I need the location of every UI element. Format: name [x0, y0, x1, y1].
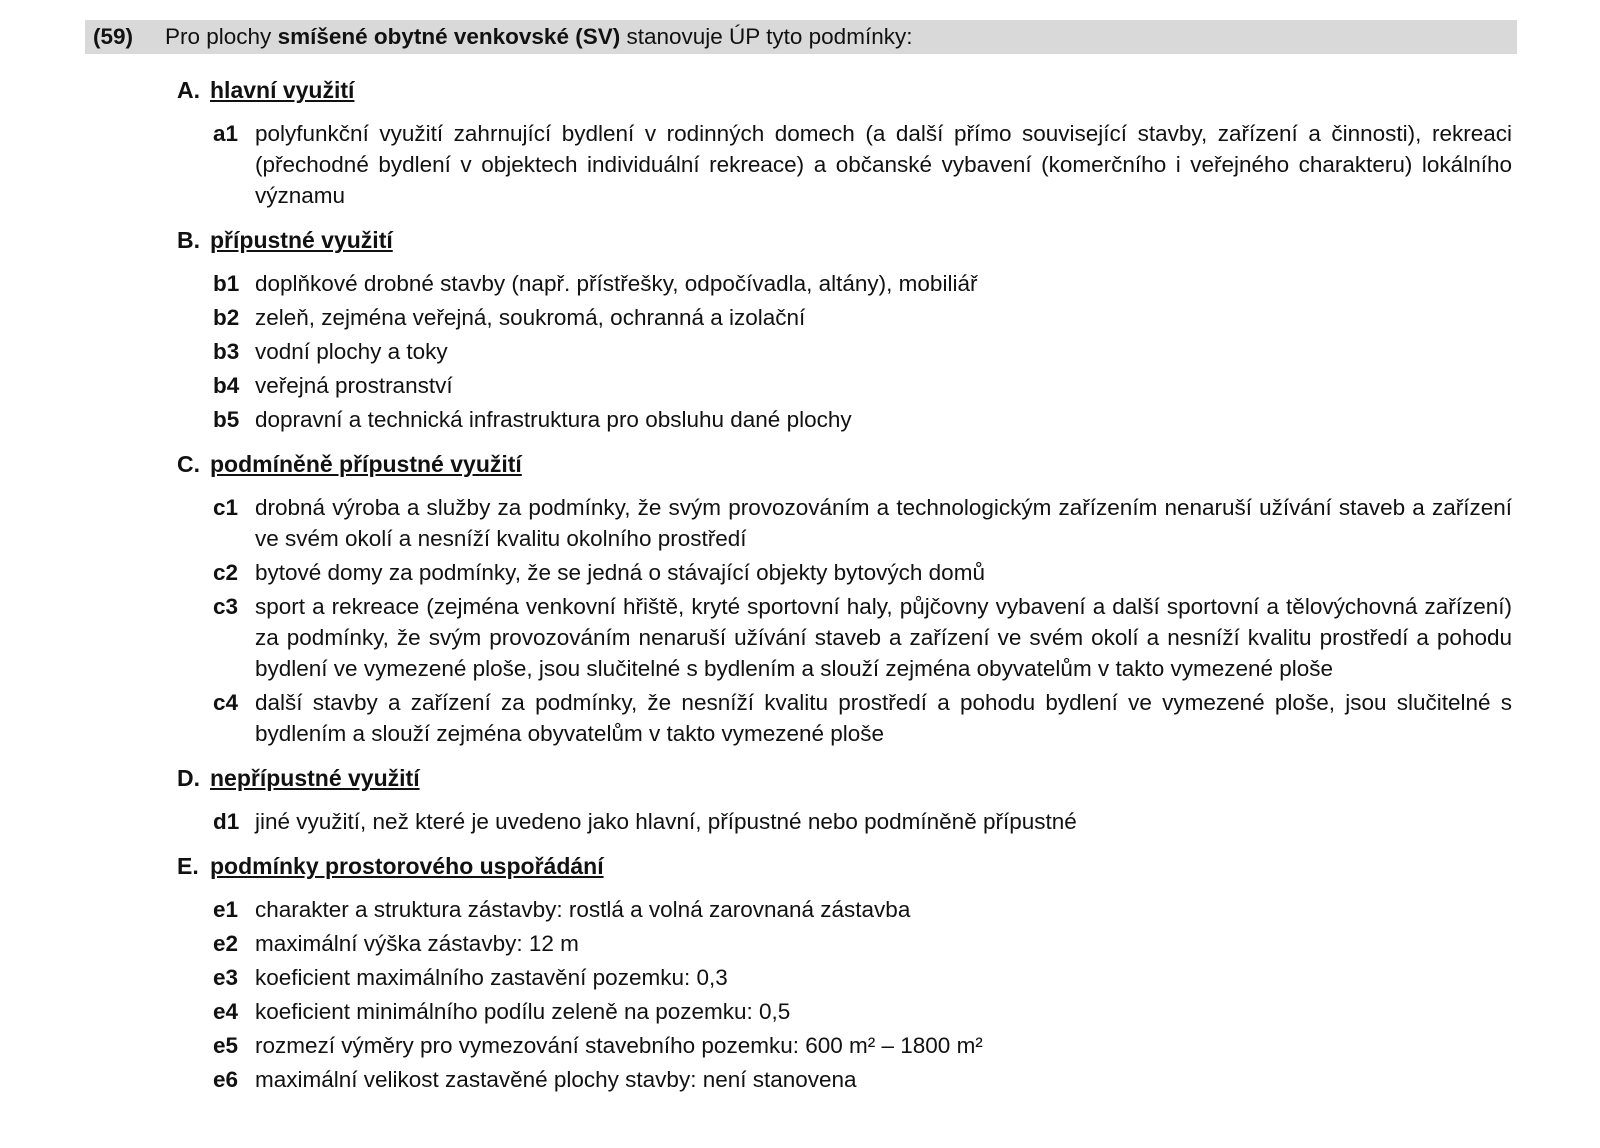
list-item: [213, 687, 1512, 749]
list-item: [213, 118, 1512, 211]
section-d: [177, 763, 1512, 837]
list-item: [213, 894, 1512, 925]
section-heading: [177, 851, 1512, 881]
clause-sections: [177, 75, 1512, 1095]
section-c: [177, 449, 1512, 749]
clause-header-post: stanovuje ÚP tyto podmínky:: [620, 24, 913, 49]
item-text: rozmezí výměry pro vymezování stavebního pozemku: 600 m² – 1800 m²: [255, 1033, 983, 1058]
section-title: hlavní využití: [210, 77, 355, 103]
item-code: e5: [213, 1033, 239, 1058]
list-item: [213, 370, 1512, 401]
section-title: přípustné využití: [210, 227, 393, 253]
clause-header-text: [165, 20, 912, 54]
list-item: [213, 492, 1512, 554]
item-text: maximální výška zástavby: 12 m: [255, 931, 579, 956]
list-item: [213, 1030, 1512, 1061]
item-text: polyfunkční využití zahrnující bydlení v rodinných domech (a další přímo související stavby, zařízení a činnosti), rekreaci (přechodné bydlení v objektech individuální rekreace) a občanské vybavení (komerčního i veřejného charakteru) lokálního významu: [255, 121, 1512, 208]
item-text: maximální velikost zastavěné plochy stavby: není stanovena: [255, 1067, 857, 1092]
item-code: e6: [213, 1067, 239, 1092]
section-letter: B.: [177, 227, 200, 253]
item-code: c3: [213, 594, 239, 619]
item-code: c1: [213, 495, 239, 520]
item-text: veřejná prostranství: [255, 373, 453, 398]
section-letter: D.: [177, 765, 200, 791]
item-code: c4: [213, 690, 239, 715]
item-text: sport a rekreace (zejména venkovní hřiště, kryté sportovní haly, půjčovny vybavení a další sportovní a tělovýchovná zařízení) za podmínky, že svým provozováním nenaruší užívání staveb a zařízení ve svém okolí a nesníží kvalitu prostředí a pohodu bydlení ve vymezené ploše, jsou slučitelné s bydlením a slouží zejména obyvatelům v takto vymezené ploše: [255, 594, 1512, 681]
clause-header-bar: [85, 20, 1517, 54]
item-code: e2: [213, 931, 239, 956]
section-heading: [177, 75, 1512, 105]
list-item: [213, 302, 1512, 333]
item-text: bytové domy za podmínky, že se jedná o stávající objekty bytových domů: [255, 560, 985, 585]
section-b: [177, 225, 1512, 435]
item-code: b1: [213, 271, 240, 296]
item-text: koeficient minimálního podílu zeleně na pozemku: 0,5: [255, 999, 791, 1024]
list-item: [213, 962, 1512, 993]
list-item: [213, 1064, 1512, 1095]
item-text: zeleň, zejména veřejná, soukromá, ochranná a izolační: [255, 305, 806, 330]
list-item: [213, 591, 1512, 684]
list-item: [213, 996, 1512, 1027]
list-item: [213, 336, 1512, 367]
item-code: e3: [213, 965, 239, 990]
item-text: jiné využití, než které je uvedeno jako hlavní, přípustné nebo podmíněně přípustné: [255, 809, 1077, 834]
item-text: drobná výroba a služby za podmínky, že svým provozováním a technologickým zařízením nenaruší užívání staveb a zařízení ve svém okolí a nesníží kvalitu okolního prostředí: [255, 495, 1512, 551]
clause-number: (59): [93, 24, 134, 49]
item-text: koeficient maximálního zastavění pozemku: 0,3: [255, 965, 728, 990]
section-a: [177, 75, 1512, 211]
item-text: charakter a struktura zástavby: rostlá a volná zarovnaná zástavba: [255, 897, 911, 922]
item-code: e4: [213, 999, 239, 1024]
section-letter: A.: [177, 77, 200, 103]
item-text: další stavby a zařízení za podmínky, že nesníží kvalitu prostředí a pohodu bydlení ve vymezené ploše, jsou slučitelné s bydlením a slouží zejména obyvatelům v takto vymezené ploše: [255, 690, 1512, 746]
item-text: dopravní a technická infrastruktura pro obsluhu dané plochy: [255, 407, 852, 432]
section-title: podmíněně přípustné využití: [210, 451, 522, 477]
section-heading: [177, 449, 1512, 479]
item-text: vodní plochy a toky: [255, 339, 448, 364]
clause-header-emphasis: smíšené obytné venkovské (SV): [277, 24, 621, 49]
item-code: b5: [213, 407, 240, 432]
list-item: [213, 404, 1512, 435]
item-code: e1: [213, 897, 239, 922]
item-code: b3: [213, 339, 240, 364]
section-e: [177, 851, 1512, 1095]
item-code: c2: [213, 560, 239, 585]
section-title: nepřípustné využití: [210, 765, 420, 791]
section-letter: E.: [177, 853, 199, 879]
list-item: [213, 806, 1512, 837]
item-code: b2: [213, 305, 240, 330]
list-item: [213, 557, 1512, 588]
section-letter: C.: [177, 451, 200, 477]
item-code: a1: [213, 121, 239, 146]
item-code: d1: [213, 809, 240, 834]
section-heading: [177, 225, 1512, 255]
item-code: b4: [213, 373, 240, 398]
list-item: [213, 928, 1512, 959]
item-text: doplňkové drobné stavby (např. přístřešky, odpočívadla, altány), mobiliář: [255, 271, 978, 296]
clause-header-pre: Pro plochy: [165, 24, 278, 49]
list-item: [213, 268, 1512, 299]
section-heading: [177, 763, 1512, 793]
section-title: podmínky prostorového uspořádání: [210, 853, 604, 879]
